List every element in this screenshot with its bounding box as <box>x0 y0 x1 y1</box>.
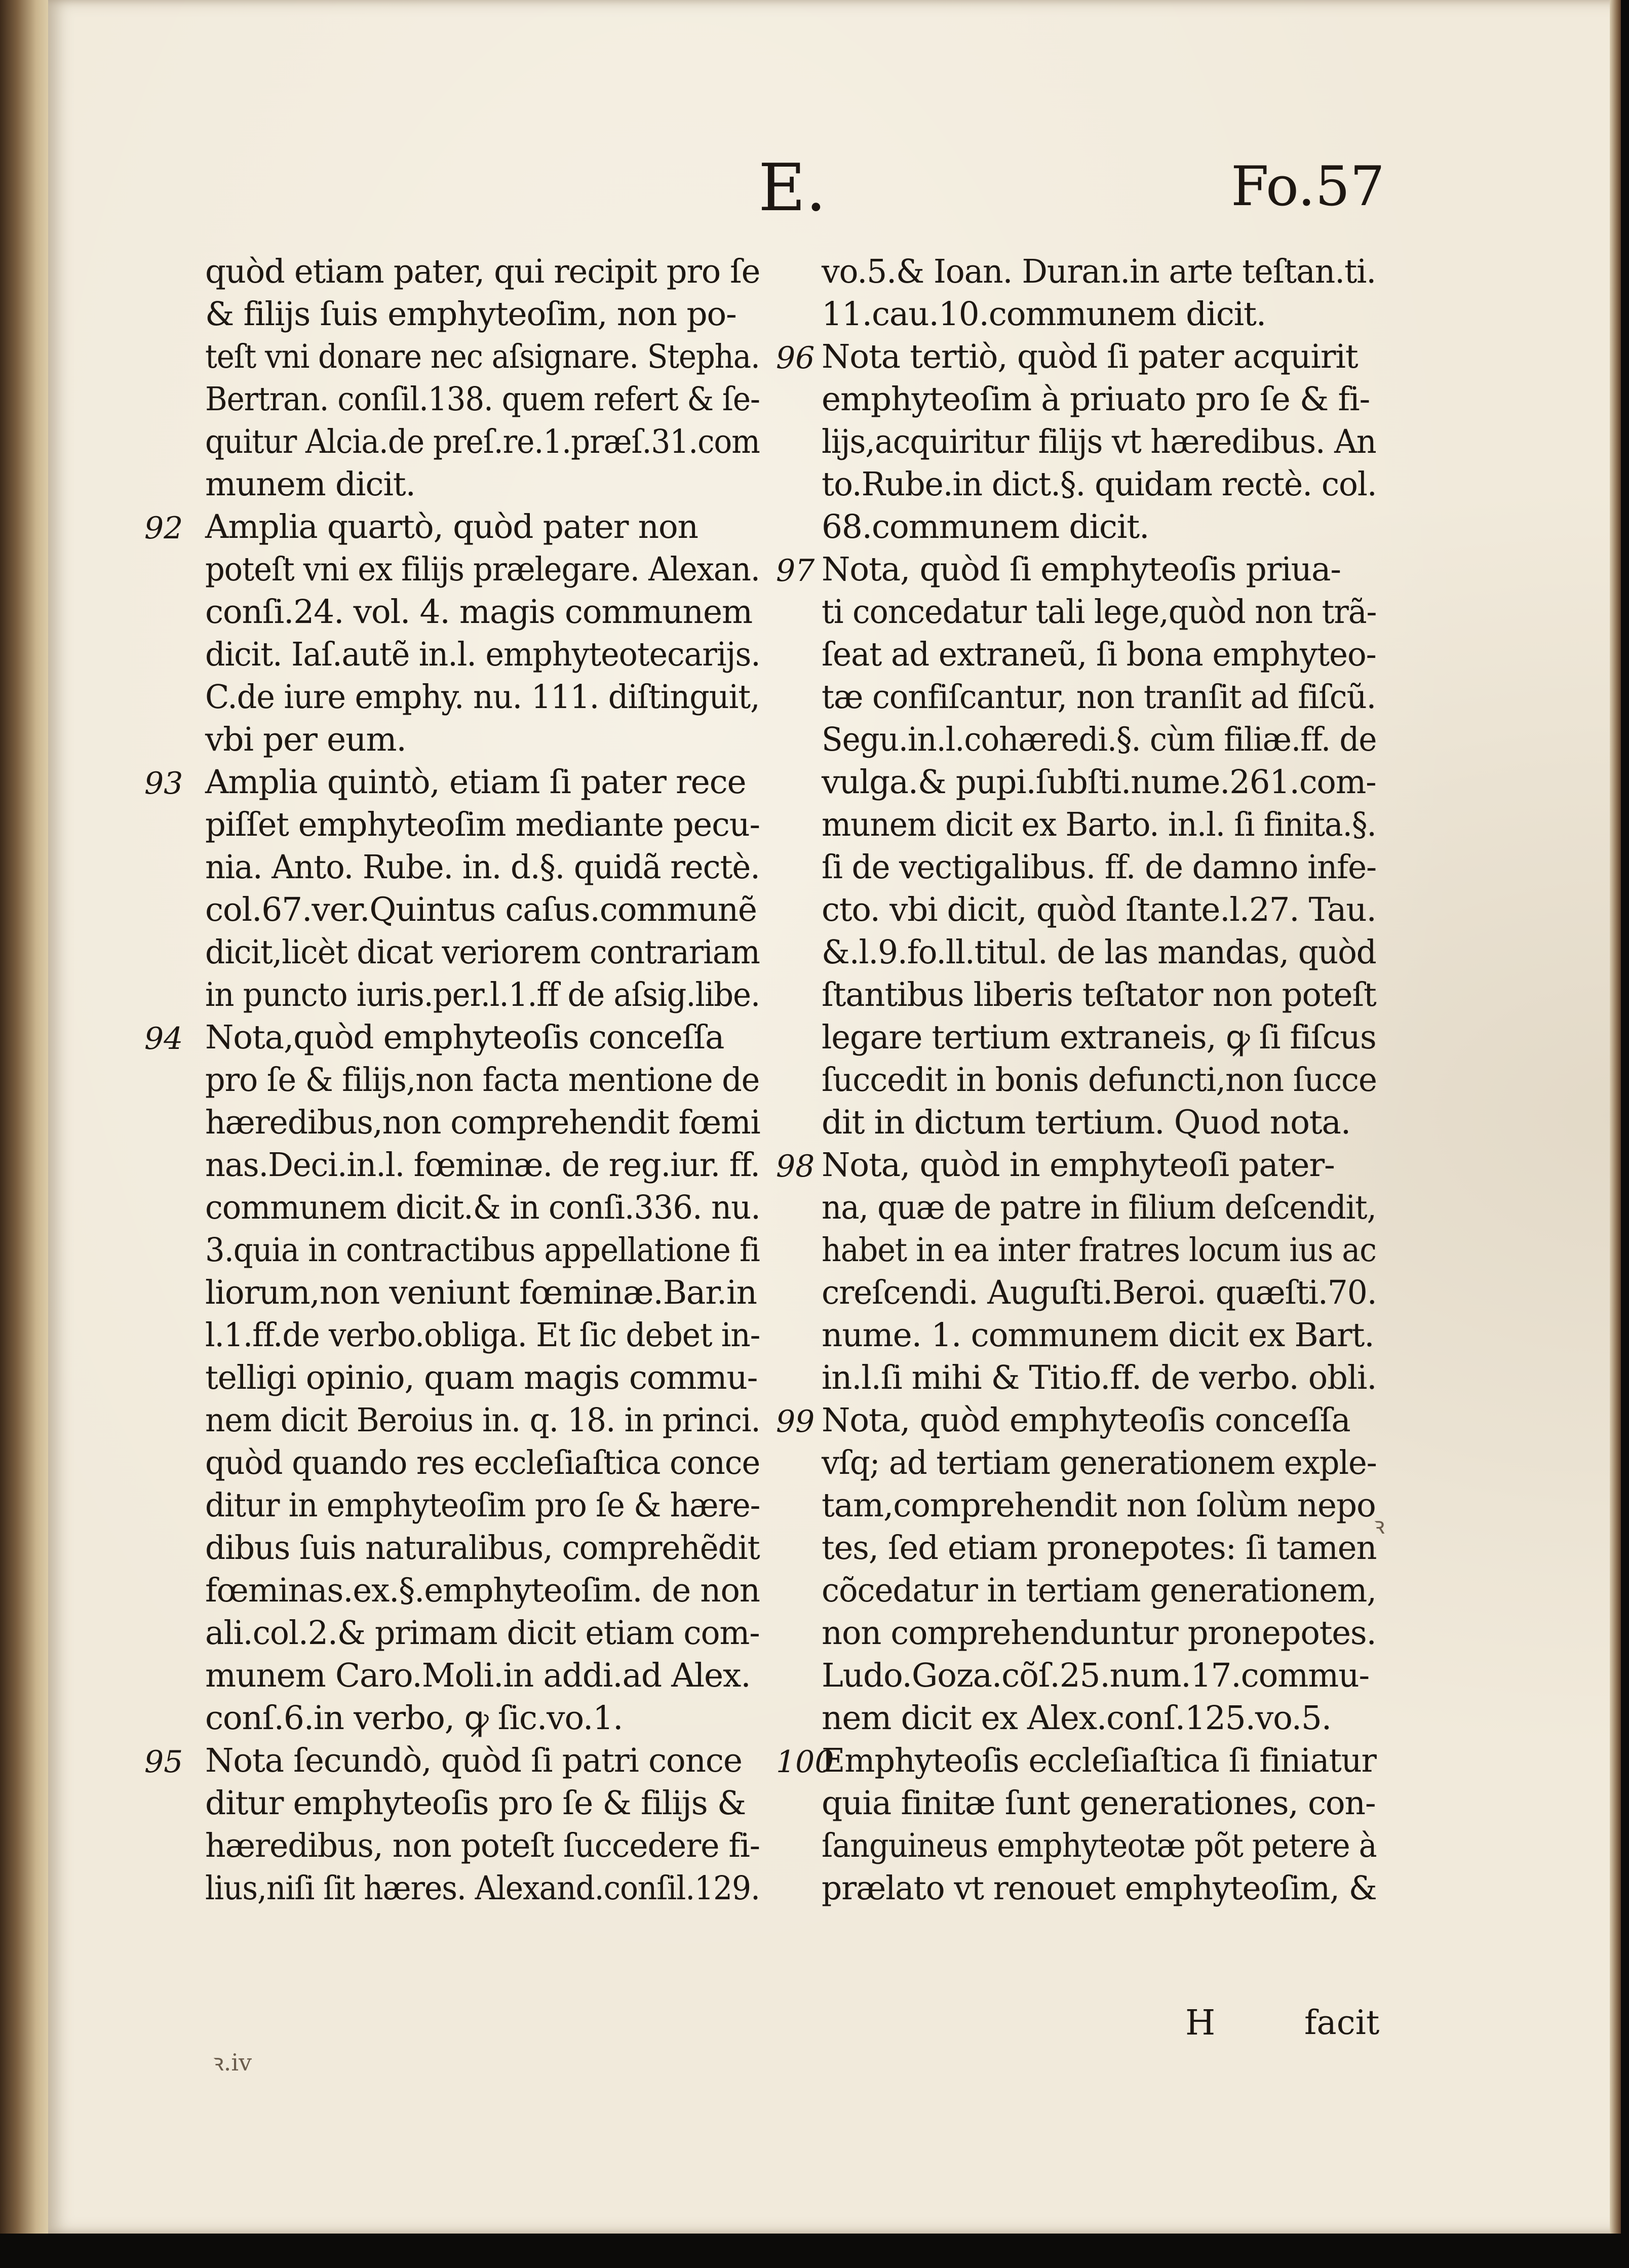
text-line: vſq; ad tertiam generationem exple- <box>822 1444 1377 1482</box>
text-line: nas.Deci.in.l. fœminæ. de reg.iur. ff. <box>205 1146 760 1184</box>
paragraph-number: 99 <box>776 1404 815 1439</box>
text-line: communem dicit.& in conſi.336. nu. <box>205 1189 760 1227</box>
stray-margin-mark: ꝛ <box>1374 1512 1385 1539</box>
text-line: 68.communem dicit. <box>822 508 1149 546</box>
paragraph-number: 100 <box>776 1744 834 1780</box>
text-line: dibus ſuis naturalibus, comprehẽdit <box>205 1529 760 1567</box>
text-line: ti concedatur tali lege,quòd non trã- <box>822 593 1377 631</box>
text-line: ditur emphyteoſis pro ſe & filijs & <box>205 1784 746 1822</box>
text-line: conſi.24. vol. 4. magis communem <box>205 593 752 631</box>
text-line: nem dicit ex Alex.conſ.125.vo.5. <box>822 1699 1332 1737</box>
text-line: dicit,licèt dicat veriorem contrariam <box>205 933 760 971</box>
paragraph-number: 94 <box>144 1021 183 1057</box>
text-line: lius,niſi ſit hæres. Alexand.conſil.129. <box>205 1869 760 1907</box>
text-line: Emphyteoſis eccleſiaſtica ſi finiatur <box>822 1742 1376 1780</box>
text-line: tam,comprehendit non ſolùm nepo <box>822 1487 1376 1524</box>
text-line: prælato vt renouet emphyteoſim, & <box>822 1869 1377 1907</box>
text-line: dicit. Iaſ.autẽ in.l. emphyteotecarijs. <box>205 636 760 674</box>
text-line: pro ſe & filijs,non facta mentione de <box>205 1061 760 1099</box>
text-line: non comprehenduntur pronepotes. <box>822 1614 1376 1652</box>
text-line: Nota, quòd ſi emphyteoſis priua- <box>822 551 1341 589</box>
text-line: vo.5.& Ioan. Duran.in arte teſtan.ti. <box>822 253 1376 291</box>
text-line: C.de iure emphy. nu. 111. diſtinguit, <box>205 678 760 716</box>
right-text-column <box>822 251 1414 1910</box>
text-line: col.67.ver.Quintus caſus.communẽ <box>205 891 757 929</box>
paragraph-number: 95 <box>144 1744 183 1780</box>
previous-page-edge <box>0 0 48 2234</box>
paragraph-number: 93 <box>144 766 183 801</box>
text-line: telligi opinio, quam magis commu- <box>205 1359 758 1397</box>
text-line: in puncto iuris.per.l.1.ff de aſsig.libe. <box>205 976 760 1014</box>
text-line: ſeat ad extraneũ, ſi bona emphyteo- <box>822 636 1376 674</box>
text-line: Amplia quartò, quòd pater non <box>205 508 698 546</box>
text-line: & filijs ſuis emphyteoſim, non po- <box>205 295 736 333</box>
text-line: munem dicit ex Barto. in.l. ſi finita.§. <box>822 806 1376 844</box>
paragraph-number: 96 <box>776 340 815 376</box>
text-line: cõcedatur in tertiam generationem, <box>822 1572 1376 1610</box>
paragraph-number: 92 <box>144 511 183 546</box>
text-line: to.Rube.in dict.§. quidam rectè. col. <box>822 465 1377 503</box>
text-line: Ludo.Goza.cõſ.25.num.17.commu- <box>822 1657 1370 1695</box>
text-line: teſt vni donare nec aſsignare. Stepha. <box>205 338 760 376</box>
text-line: emphyteoſim à priuato pro ſe & fi- <box>822 380 1370 418</box>
text-line: ſanguineus emphyteotæ põt petere à <box>822 1827 1377 1865</box>
text-line: &.l.9.fo.ll.titul. de las mandas, quòd <box>822 933 1376 971</box>
text-line: nia. Anto. Rube. in. d.§. quidã rectè. <box>205 848 760 886</box>
text-line: na, quæ de patre in filium deſcendit, <box>822 1189 1376 1227</box>
text-line: tes, ſed etiam pronepotes: ſi tamen <box>822 1529 1377 1567</box>
text-line: fœminas.ex.§.emphyteoſim. de non <box>205 1572 760 1610</box>
text-line: Amplia quintò, etiam ſi pater rece <box>205 763 746 801</box>
text-line: lijs,acquiritur filijs vt hæredibus. An <box>822 423 1376 461</box>
text-line: nume. 1. communem dicit ex Bart. <box>822 1316 1374 1354</box>
folio-number: Fo.57 <box>1231 155 1385 218</box>
text-line: l.1.ff.de verbo.obliga. Et ſic debet in- <box>205 1316 760 1354</box>
page-fore-edge <box>1610 0 1621 2234</box>
text-line: vbi per eum. <box>205 721 406 759</box>
text-line: cto. vbi dicit, quòd ſtante.l.27. Tau. <box>822 891 1376 929</box>
paragraph-number: 98 <box>776 1149 815 1184</box>
text-line: poteſt vni ex filijs prælegare. Alexan. <box>205 551 760 589</box>
signature-mark: H <box>1185 2003 1216 2043</box>
text-line: dit in dictum tertium. Quod nota. <box>822 1104 1351 1142</box>
text-line: habet in ea inter fratres locum ius ac <box>822 1231 1376 1269</box>
text-line: conſ.6.in verbo, ꝙ ſic.vo.1. <box>205 1699 623 1737</box>
text-line: piſſet emphyteoſim mediante pecu- <box>205 806 760 844</box>
text-line: Nota, quòd in emphyteoſi pater- <box>822 1146 1335 1184</box>
text-line: 3.quia in contractibus appellatione fi <box>205 1231 760 1269</box>
text-line: liorum,non veniunt fœminæ.Bar.in <box>205 1274 757 1312</box>
text-line: legare tertium extraneis, ꝙ ſi fiſcus <box>822 1019 1376 1057</box>
text-line: ſuccedit in bonis defuncti,non ſucce <box>822 1061 1377 1099</box>
text-line: ali.col.2.& primam dicit etiam com- <box>205 1614 760 1652</box>
text-line: Bertran. conſil.138. quem refert & ſe- <box>205 380 760 418</box>
text-line: quia finitæ ſunt generationes, con- <box>822 1784 1376 1822</box>
text-line: Segu.in.l.cohæredi.§. cùm filiæ.ff. de <box>822 721 1377 759</box>
section-letter: E. <box>758 150 827 226</box>
text-line: in.l.ſi mihi & Titio.ff. de verbo. obli. <box>822 1359 1377 1397</box>
text-line: nem dicit Beroius in. q. 18. in princi. <box>205 1401 760 1439</box>
text-line: hæredibus,non comprehendit fœmi <box>205 1104 760 1142</box>
text-line: ditur in emphyteoſim pro ſe & hære- <box>205 1487 760 1524</box>
text-line: creſcendi. Auguſti.Beroi. quæſti.70. <box>822 1274 1377 1312</box>
left-text-column <box>205 251 808 1910</box>
text-line: Nota,quòd emphyteoſis conceſſa <box>205 1019 724 1057</box>
text-line: Nota ſecundò, quòd ſi patri conce <box>205 1742 742 1780</box>
text-line: Nota tertiò, quòd ſi pater acquirit <box>822 338 1358 376</box>
text-line: vulga.& pupi.ſubſti.nume.261.com- <box>822 763 1376 801</box>
paragraph-number: 97 <box>776 553 815 589</box>
text-line: munem Caro.Moli.in addi.ad Alex. <box>205 1657 751 1695</box>
text-line: ſi de vectigalibus. ff. de damno infe- <box>822 848 1376 886</box>
catchword: facit <box>1304 2003 1380 2042</box>
stray-mark: ꝛ.iv <box>213 2049 252 2076</box>
text-line: munem dicit. <box>205 465 415 503</box>
text-line: quòd quando res eccleſiaſtica conce <box>205 1444 760 1482</box>
text-line: hæredibus, non poteſt ſuccedere fi- <box>205 1827 760 1865</box>
text-line: 11.cau.10.communem dicit. <box>822 295 1266 333</box>
text-line: ſtantibus liberis teſtator non poteſt <box>822 976 1376 1014</box>
text-line: quitur Alcia.de preſ.re.1.præſ.31.com <box>205 423 760 461</box>
text-line: tæ confiſcantur, non tranſit ad fiſcũ. <box>822 678 1376 716</box>
text-line: Nota, quòd emphyteoſis conceſſa <box>822 1401 1350 1439</box>
text-line: quòd etiam pater, qui recipit pro ſe <box>205 253 760 291</box>
